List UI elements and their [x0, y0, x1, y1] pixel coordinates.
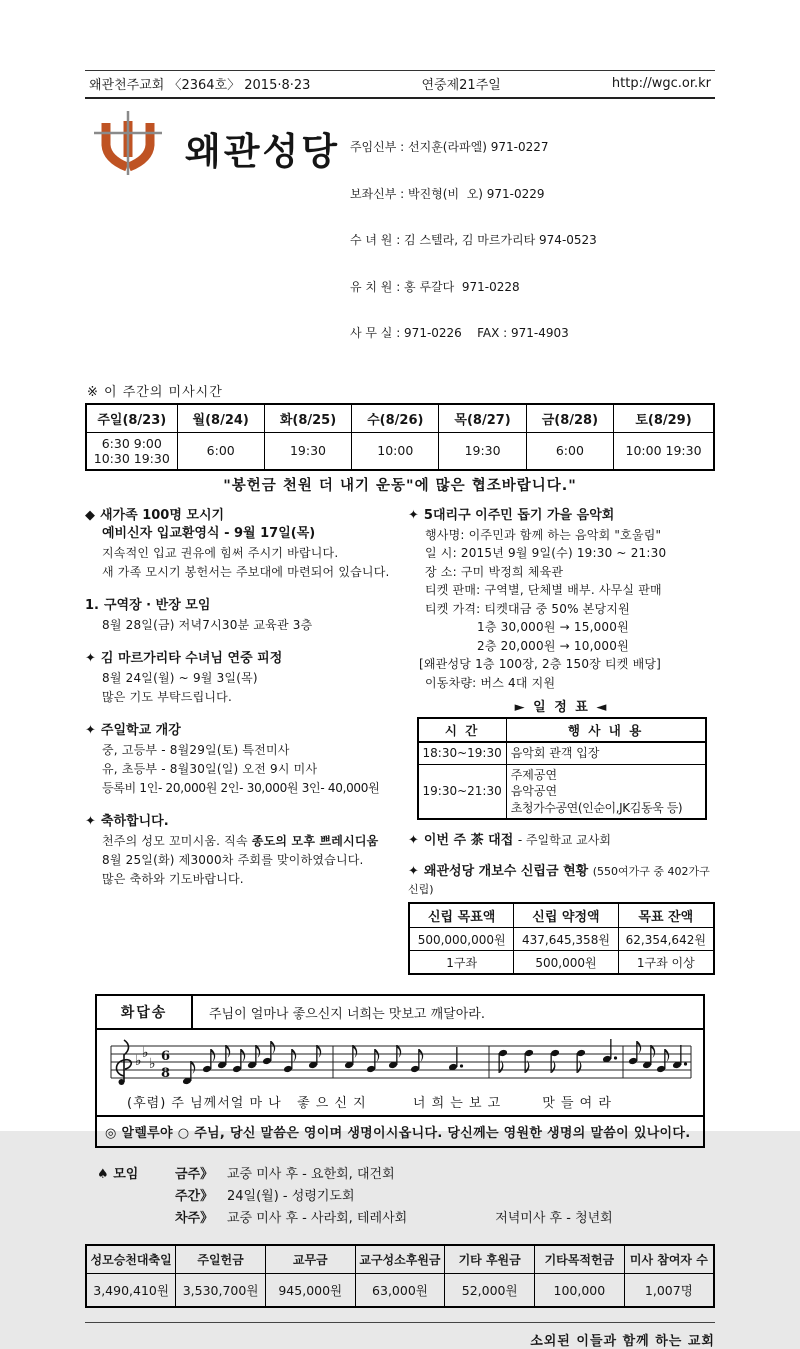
amount-cell: 62,354,642원 — [618, 928, 714, 951]
contact-line: 주임신부 : 선지훈(라파엘) 971-0227 — [349, 140, 549, 154]
column-header: 목표 잔액 — [618, 903, 714, 928]
mass-schedule-table — [85, 403, 715, 471]
mass-schedule-title: ※ 이 주간의 미사시간 — [87, 384, 223, 400]
svg-text:8: 8 — [161, 1066, 171, 1081]
notice-renovation-fund — [408, 863, 715, 975]
mass-time-cell: 19:30 — [264, 432, 351, 470]
schedule-table-title: ► 일 정 표 ◄ — [514, 700, 609, 715]
star-bullet-icon: ✦ — [408, 864, 419, 879]
notice-title: 주일학교 개강 — [100, 722, 181, 738]
table-header-row — [418, 718, 706, 742]
notice-line: 등록비 1인- 20,000원 2인- 30,000원 3인- 40,000원 — [102, 780, 380, 795]
meeting-label: 차주》 — [175, 1211, 214, 1226]
column-header: 기타목적헌금 — [535, 1245, 625, 1274]
spade-bullet-icon: ♠ — [97, 1167, 109, 1182]
amount-cell: 945,000원 — [265, 1274, 355, 1308]
notice-subtitle: 예비신자 입교환영식 - 9월 17일(목) — [102, 525, 316, 541]
table-row — [418, 764, 706, 819]
day-header: 월(8/24) — [177, 404, 264, 433]
contact-line: 유 치 원 : 홍 루갈다 971-0228 — [349, 279, 520, 294]
star-bullet-icon: ✦ — [408, 833, 419, 848]
notice-line: 장 소: 구미 박정희 체육관 — [425, 564, 564, 579]
notice-title: 구역장 · 반장 모임 — [103, 597, 211, 613]
day-header: 토(8/29) — [614, 404, 714, 433]
column-header: 교무금 — [265, 1245, 355, 1274]
notice-line: 1층 30,000원 → 15,000원 — [477, 620, 629, 634]
responsorial-psalm — [95, 994, 705, 1148]
masthead — [85, 107, 715, 373]
notice-line: 중, 고등부 - 8월29일(토) 특전미사 — [102, 742, 290, 757]
notice-line: 2층 20,000원 → 10,000원 — [477, 638, 629, 653]
table-row — [418, 742, 706, 764]
notice-line: 새 가족 모시기 봉헌서는 주보대에 마련되어 있습니다. — [102, 564, 390, 579]
day-header: 주일(8/23) — [86, 404, 177, 433]
offering-campaign-banner: "봉헌금 천원 더 내기 운동"에 많은 협조바랍니다." — [223, 477, 577, 494]
mass-time-cell: 19:30 — [439, 432, 526, 470]
notice-line: 8월 28일(금) 저녁7시30분 교육관 3층 — [102, 617, 313, 632]
notice-line: 8월 25일(화) 제3000차 주회를 맞이하였습니다. — [102, 852, 364, 867]
renovation-fund-table — [408, 902, 715, 975]
notice-sister-retreat — [85, 650, 392, 707]
table-row — [409, 928, 714, 951]
time-signature — [161, 1049, 170, 1081]
amount-cell: 437,645,358원 — [514, 928, 618, 951]
column-header: 신립 목표액 — [409, 903, 514, 928]
meeting-text: 교중 미사 후 - 요한회, 대건회 — [227, 1167, 395, 1182]
notice-concert — [408, 507, 715, 821]
number-bullet: 1. — [85, 597, 99, 613]
amount-cell: 3,490,410원 — [86, 1274, 176, 1308]
amount-cell: 63,000원 — [355, 1274, 445, 1308]
hymn-lyrics: (후렴) 주 님께서얼 마 나 좋 으 신 지 너 희 는 보 고 맛 들 여 라 — [127, 1096, 612, 1111]
event-cell: 음악회 관객 입장 — [506, 742, 705, 764]
amount-cell: 500,000,000원 — [409, 928, 514, 951]
mass-time-cell: 6:00 — [526, 432, 613, 470]
table-header-row — [409, 903, 714, 928]
notice-line: 행사명: 이주민과 함께 하는 음악회 "호울림" — [425, 527, 662, 542]
column-header: 미사 참여자 수 — [624, 1245, 714, 1274]
top-header — [85, 70, 715, 99]
time-cell: 19:30~21:30 — [418, 764, 507, 819]
notice-note: (550여가구 중 402가구 신립) — [408, 865, 710, 896]
amount-cell: 1,007명 — [624, 1274, 714, 1308]
notice-line: 유, 초등부 - 8월30일(일) 오전 9시 미사 — [102, 761, 318, 776]
notice-line: 많은 기도 부탁드립니다. — [102, 689, 232, 704]
amount-cell: 100,000 — [535, 1274, 625, 1308]
liturgical-week: 연중제21주일 — [421, 78, 501, 93]
table-header-row — [86, 1245, 714, 1274]
time-cell: 18:30~19:30 — [418, 742, 507, 764]
notice-congratulations — [85, 813, 392, 889]
table-row — [86, 432, 714, 470]
mass-time: 6:30 9:00 — [101, 435, 162, 451]
notice-line: 8월 24일(월) ~ 9월 3일(목) — [102, 670, 258, 685]
meeting-label: 주간》 — [175, 1189, 214, 1204]
mass-time-cell: 6:00 — [177, 432, 264, 470]
day-header: 목(8/27) — [439, 404, 526, 433]
mass-time-cell: 10:00 19:30 — [614, 432, 714, 470]
column-header: 주일헌금 — [176, 1245, 266, 1274]
column-header: 행 사 내 용 — [506, 718, 705, 742]
notice-title: 5대리구 이주민 돕기 가을 음악회 — [423, 507, 615, 523]
notice-leaders-meeting — [85, 597, 392, 635]
church-url: http://wgc.or.kr — [611, 76, 711, 91]
notice-title: 왜관성당 개보수 신립금 현황 — [423, 864, 589, 879]
responsorial-label: 화답송 — [97, 996, 193, 1028]
event-cell: 주제공연 음악공연 초청가수공연(인순이,JK김동욱 등) — [506, 764, 705, 819]
meetings-section — [97, 1164, 715, 1230]
column-header: 시 간 — [418, 718, 507, 742]
star-bullet-icon: ✦ — [85, 650, 96, 666]
column-header: 교구성소후원금 — [355, 1245, 445, 1274]
meeting-label: 금주》 — [175, 1167, 214, 1182]
notice-line: 이동차량: 버스 4대 지원 — [425, 675, 556, 690]
music-staff — [105, 1036, 697, 1088]
notice-title: 김 마르가리타 수녀님 연중 피정 — [100, 650, 283, 666]
svg-text:♭: ♭ — [149, 1056, 156, 1072]
star-bullet-icon: ✦ — [85, 722, 96, 738]
contact-list — [350, 109, 597, 373]
diamond-bullet-icon: ◆ — [85, 507, 95, 523]
amount-cell: 1구좌 — [409, 951, 514, 975]
music-notation-box — [95, 1030, 705, 1117]
contact-line: 수 녀 원 : 김 스텔라, 김 마르가리타 974-0523 — [349, 233, 597, 247]
day-header: 수(8/26) — [352, 404, 439, 433]
day-header: 금(8/28) — [526, 404, 613, 433]
notice-line: 천주의 성모 꼬미시움. 직속 종도의 모후 쁘레시디움 — [102, 833, 379, 848]
svg-text:♭: ♭ — [135, 1053, 142, 1069]
responsorial-text: 주님이 얼마나 좋으신지 너희는 맛보고 깨달아라. — [209, 1007, 485, 1022]
column-header: 성모승천대축일 — [86, 1245, 176, 1274]
notice-line: [왜관성당 1층 100장, 2층 150장 티켓 배당] — [419, 657, 662, 671]
notice-tea — [408, 831, 715, 850]
flat-signs — [135, 1045, 156, 1072]
mass-time-cell — [86, 432, 177, 470]
meeting-text: 교중 미사 후 - 사라회, 테레사회 — [227, 1211, 408, 1226]
day-header: 화(8/25) — [264, 404, 351, 433]
meeting-extra: 저녁미사 후 - 청년회 — [495, 1211, 613, 1226]
notice-line: 지속적인 입교 권유에 힘써 주시기 바랍니다. — [102, 545, 339, 560]
amount-cell: 52,000원 — [445, 1274, 535, 1308]
amount-cell: 500,000원 — [514, 951, 618, 975]
table-row — [86, 1274, 714, 1308]
notice-line: 많은 축하와 기도바랍니다. — [102, 871, 244, 886]
church-name: 왜관성당 — [185, 130, 340, 173]
meetings-title: 모임 — [113, 1167, 139, 1182]
mass-time: 10:30 19:30 — [93, 450, 170, 466]
table-header-row — [86, 404, 714, 433]
svg-text:6: 6 — [161, 1049, 171, 1064]
table-row — [409, 951, 714, 975]
notice-sunday-school — [85, 722, 392, 798]
church-logo-icon — [93, 111, 163, 373]
mass-time-cell: 10:00 — [352, 432, 439, 470]
amount-cell: 3,530,700원 — [176, 1274, 266, 1308]
amount-cell: 1구좌 이상 — [618, 951, 714, 975]
notice-title: 축하합니다. — [100, 813, 169, 829]
contact-line: 사 무 실 : 971-0226 FAX : 971-4903 — [349, 326, 569, 340]
meeting-text: 24일(월) - 성령기도회 — [227, 1189, 355, 1204]
concert-schedule-table — [417, 717, 707, 820]
notice-title: 새가족 100명 모시기 — [100, 507, 225, 523]
notice-new-family — [85, 507, 392, 582]
notice-title: 이번 주 茶 대접 — [423, 833, 514, 848]
footer-divider — [85, 1322, 715, 1323]
notice-line: 티켓 판매: 구역별, 단체별 배부. 사무실 판매 — [425, 583, 662, 597]
column-header: 기타 후원금 — [445, 1245, 535, 1274]
finance-table — [85, 1244, 715, 1308]
notice-line: 티켓 가격: 티켓대금 중 50% 본당지원 — [425, 601, 630, 616]
notice-line: 일 시: 2015년 9월 9일(수) 19:30 ~ 21:30 — [425, 546, 667, 560]
contact-line: 보좌신부 : 박진형(비 오) 971-0229 — [349, 186, 545, 201]
star-bullet-icon: ✦ — [408, 507, 419, 523]
church-motto: 소외된 이들과 함께 하는 교회 — [530, 1334, 715, 1349]
star-bullet-icon: ✦ — [85, 813, 96, 829]
alleluia-verse: ◎ 알렐루야 ○ 주님, 당신 말씀은 영이며 생명이시옵니다. 당신께는 영원한 생명의 말씀이 있나이다. — [95, 1117, 705, 1148]
column-header: 신립 약정액 — [514, 903, 618, 928]
notice-text: - 주일학교 교사회 — [517, 833, 611, 847]
svg-text:♭: ♭ — [142, 1045, 149, 1061]
right-column — [408, 507, 715, 991]
issue-info: 왜관천주교회 〈2364호〉 2015·8·23 — [89, 78, 311, 93]
left-column — [85, 507, 392, 991]
